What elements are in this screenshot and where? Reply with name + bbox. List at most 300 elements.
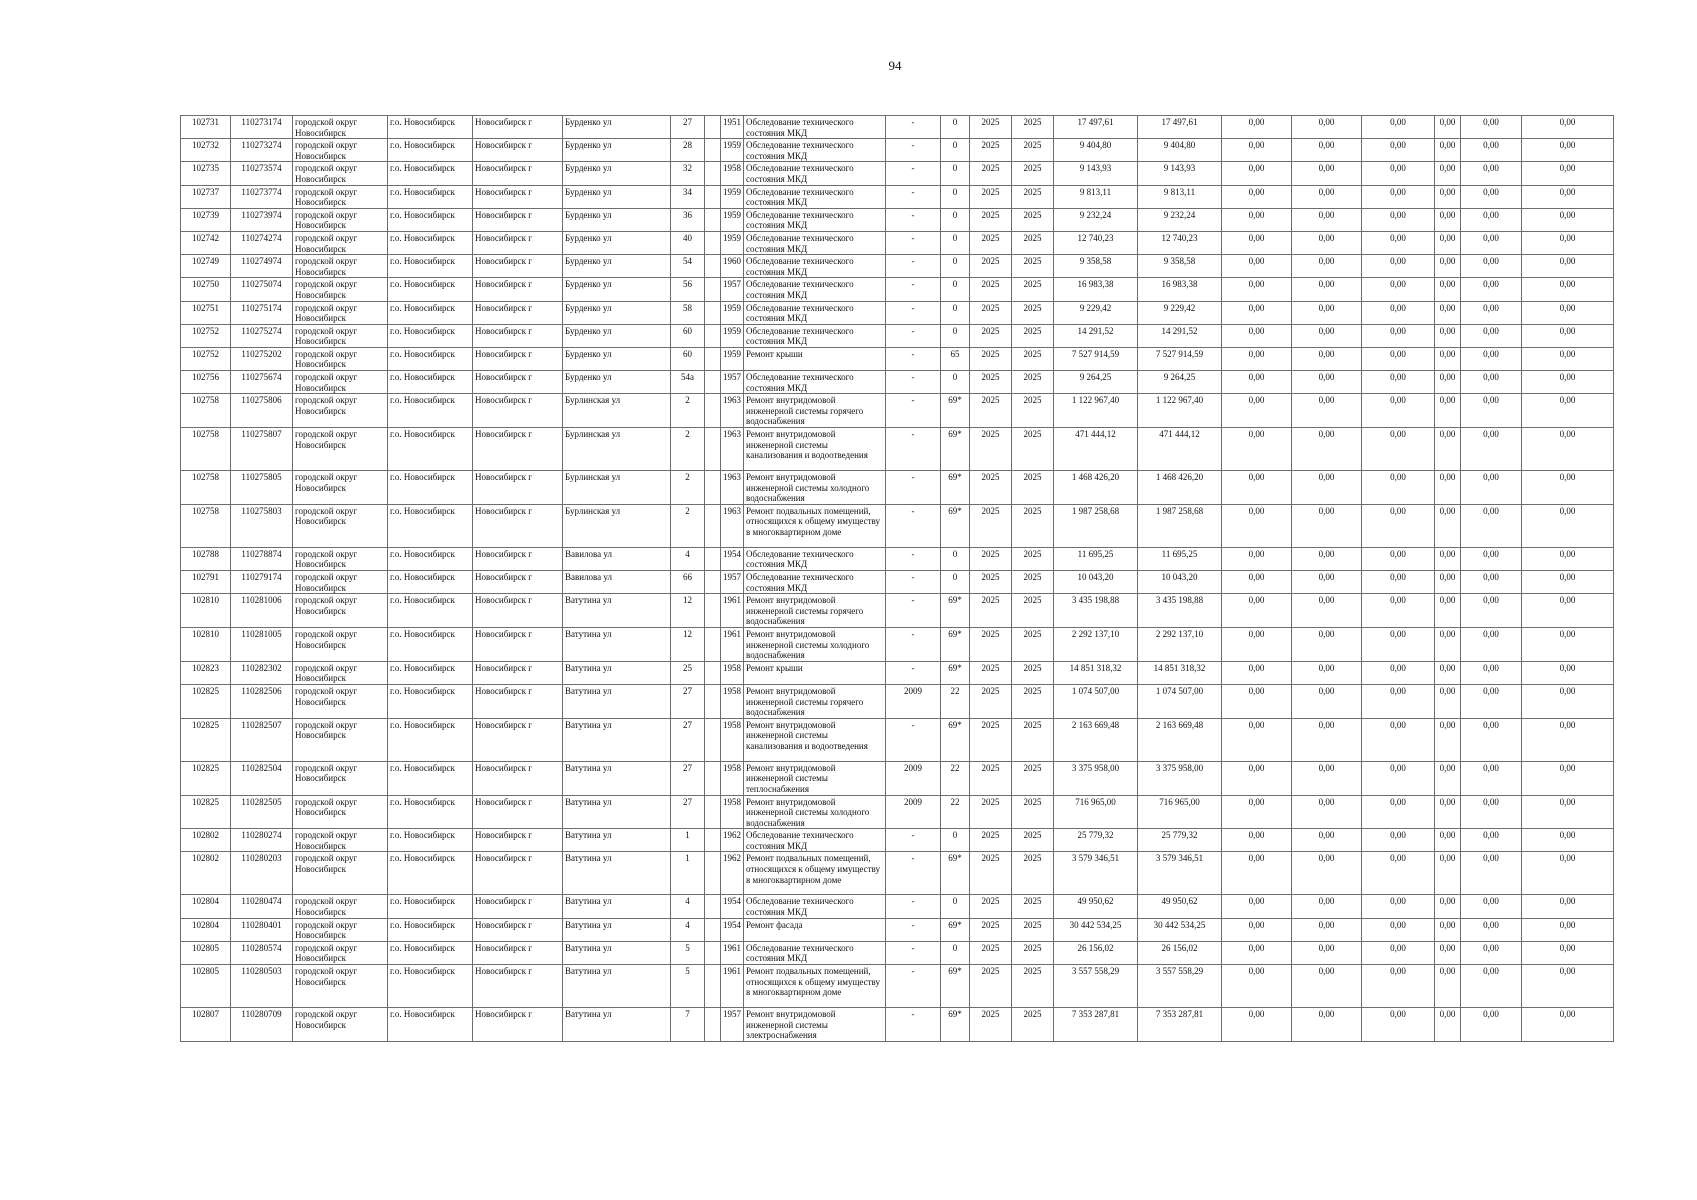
cell-plan-year-start: 2025 <box>970 301 1012 324</box>
cell-building <box>705 301 721 324</box>
cell-last-repair-year: - <box>886 852 941 895</box>
cell-other-funds: 0,00 <box>1461 895 1522 918</box>
cell-municipality: городской округ Новосибирск <box>293 231 388 254</box>
cell-municipal-district: г.о. Новосибирск <box>388 428 473 471</box>
cell-street: Ватутина ул <box>563 594 671 628</box>
cell-extra-funds: 0,00 <box>1522 324 1614 347</box>
cell-year-built: 1958 <box>721 162 744 185</box>
cell-work-type: Ремонт внутридомовой инженерной системы холодного водоснабжения <box>744 471 886 505</box>
cell-plan-year-start: 2025 <box>970 1008 1012 1042</box>
cell-settlement: Новосибирск г <box>473 941 563 964</box>
cell-total-cost: 3 375 958,00 <box>1054 761 1138 795</box>
cell-house-number: 54а <box>671 371 705 394</box>
cell-plan-year-end: 2025 <box>1012 162 1054 185</box>
cell-work-id: 110275805 <box>231 471 293 505</box>
cell-municipality: городской округ Новосибирск <box>293 941 388 964</box>
cell-street: Бурденко ул <box>563 301 671 324</box>
cell-plan-year-end: 2025 <box>1012 941 1054 964</box>
cell-municipal-district: г.о. Новосибирск <box>388 594 473 628</box>
cell-owners-funds: 0,00 <box>1435 965 1461 1008</box>
cell-wear-percent: 69* <box>941 1008 970 1042</box>
cell-extra-funds: 0,00 <box>1522 684 1614 718</box>
cell-extra-funds: 0,00 <box>1522 571 1614 594</box>
cell-building <box>705 795 721 829</box>
cell-other-funds: 0,00 <box>1461 761 1522 795</box>
cell-house-id: 102825 <box>181 761 231 795</box>
table-row <box>181 278 1614 301</box>
cell-year-built: 1957 <box>721 278 744 301</box>
table-row <box>181 208 1614 231</box>
cell-extra-funds: 0,00 <box>1522 795 1614 829</box>
cell-house-number: 66 <box>671 571 705 594</box>
cell-subsidy-federal: 0,00 <box>1222 895 1292 918</box>
cell-house-number: 1 <box>671 829 705 852</box>
cell-work-type: Ремонт крыши <box>744 661 886 684</box>
cell-building <box>705 504 721 547</box>
cell-municipal-district: г.о. Новосибирск <box>388 571 473 594</box>
cell-subsidy-regional: 0,00 <box>1292 761 1362 795</box>
cell-work-id: 110280503 <box>231 965 293 1008</box>
cell-fund-cost: 16 983,38 <box>1138 278 1222 301</box>
cell-municipality: городской округ Новосибирск <box>293 852 388 895</box>
cell-other-funds: 0,00 <box>1461 1008 1522 1042</box>
cell-settlement: Новосибирск г <box>473 162 563 185</box>
cell-municipality: городской округ Новосибирск <box>293 547 388 570</box>
cell-wear-percent: 0 <box>941 324 970 347</box>
cell-last-repair-year: - <box>886 162 941 185</box>
cell-house-number: 27 <box>671 684 705 718</box>
cell-municipal-district: г.о. Новосибирск <box>388 547 473 570</box>
cell-owners-funds: 0,00 <box>1435 208 1461 231</box>
cell-other-funds: 0,00 <box>1461 547 1522 570</box>
cell-owners-funds: 0,00 <box>1435 255 1461 278</box>
cell-house-number: 5 <box>671 965 705 1008</box>
cell-other-funds: 0,00 <box>1461 347 1522 370</box>
cell-last-repair-year: - <box>886 301 941 324</box>
cell-last-repair-year: - <box>886 829 941 852</box>
cell-year-built: 1957 <box>721 1008 744 1042</box>
cell-extra-funds: 0,00 <box>1522 627 1614 661</box>
cell-total-cost: 7 353 287,81 <box>1054 1008 1138 1042</box>
cell-fund-cost: 14 851 318,32 <box>1138 661 1222 684</box>
cell-municipal-district: г.о. Новосибирск <box>388 185 473 208</box>
cell-year-built: 1959 <box>721 301 744 324</box>
cell-house-id: 102805 <box>181 941 231 964</box>
cell-house-id: 102804 <box>181 918 231 941</box>
table-row <box>181 347 1614 370</box>
cell-subsidy-federal: 0,00 <box>1222 428 1292 471</box>
cell-house-number: 60 <box>671 324 705 347</box>
cell-work-type: Ремонт подвальных помещений, относящихся к общему имуществу в многоквартирном доме <box>744 965 886 1008</box>
cell-last-repair-year: - <box>886 941 941 964</box>
cell-street: Ватутина ул <box>563 661 671 684</box>
cell-extra-funds: 0,00 <box>1522 761 1614 795</box>
cell-owners-funds: 0,00 <box>1435 185 1461 208</box>
cell-work-id: 110275202 <box>231 347 293 370</box>
cell-total-cost: 16 983,38 <box>1054 278 1138 301</box>
cell-house-number: 27 <box>671 718 705 761</box>
cell-house-number: 60 <box>671 347 705 370</box>
cell-extra-funds: 0,00 <box>1522 255 1614 278</box>
cell-plan-year-start: 2025 <box>970 965 1012 1008</box>
cell-owners-funds: 0,00 <box>1435 162 1461 185</box>
cell-fund-cost: 9 264,25 <box>1138 371 1222 394</box>
cell-extra-funds: 0,00 <box>1522 547 1614 570</box>
cell-municipal-district: г.о. Новосибирск <box>388 661 473 684</box>
cell-subsidy-local: 0,00 <box>1362 627 1435 661</box>
cell-subsidy-regional: 0,00 <box>1292 324 1362 347</box>
cell-street: Ватутина ул <box>563 684 671 718</box>
cell-other-funds: 0,00 <box>1461 661 1522 684</box>
cell-plan-year-start: 2025 <box>970 829 1012 852</box>
cell-wear-percent: 0 <box>941 278 970 301</box>
cell-street: Бурденко ул <box>563 371 671 394</box>
cell-building <box>705 718 721 761</box>
cell-fund-cost: 3 375 958,00 <box>1138 761 1222 795</box>
cell-extra-funds: 0,00 <box>1522 116 1614 139</box>
cell-year-built: 1958 <box>721 684 744 718</box>
cell-total-cost: 3 435 198,88 <box>1054 594 1138 628</box>
cell-wear-percent: 69* <box>941 471 970 505</box>
cell-extra-funds: 0,00 <box>1522 394 1614 428</box>
cell-subsidy-regional: 0,00 <box>1292 185 1362 208</box>
cell-street: Ватутина ул <box>563 761 671 795</box>
table-row <box>181 852 1614 895</box>
cell-house-id: 102758 <box>181 471 231 505</box>
cell-extra-funds: 0,00 <box>1522 895 1614 918</box>
cell-building <box>705 761 721 795</box>
cell-other-funds: 0,00 <box>1461 162 1522 185</box>
cell-work-id: 110280203 <box>231 852 293 895</box>
cell-building <box>705 371 721 394</box>
cell-house-id: 102807 <box>181 1008 231 1042</box>
cell-total-cost: 9 404,80 <box>1054 139 1138 162</box>
cell-municipality: городской округ Новосибирск <box>293 139 388 162</box>
cell-owners-funds: 0,00 <box>1435 571 1461 594</box>
cell-plan-year-end: 2025 <box>1012 255 1054 278</box>
cell-fund-cost: 12 740,23 <box>1138 231 1222 254</box>
cell-subsidy-federal: 0,00 <box>1222 324 1292 347</box>
cell-house-number: 56 <box>671 278 705 301</box>
cell-subsidy-regional: 0,00 <box>1292 829 1362 852</box>
cell-subsidy-regional: 0,00 <box>1292 471 1362 505</box>
cell-subsidy-local: 0,00 <box>1362 1008 1435 1042</box>
cell-other-funds: 0,00 <box>1461 371 1522 394</box>
cell-work-id: 110275803 <box>231 504 293 547</box>
cell-municipality: городской округ Новосибирск <box>293 255 388 278</box>
cell-last-repair-year: - <box>886 1008 941 1042</box>
cell-extra-funds: 0,00 <box>1522 471 1614 505</box>
cell-municipal-district: г.о. Новосибирск <box>388 139 473 162</box>
cell-plan-year-end: 2025 <box>1012 185 1054 208</box>
cell-wear-percent: 69* <box>941 965 970 1008</box>
cell-subsidy-federal: 0,00 <box>1222 594 1292 628</box>
cell-subsidy-federal: 0,00 <box>1222 278 1292 301</box>
cell-other-funds: 0,00 <box>1461 428 1522 471</box>
cell-house-id: 102804 <box>181 895 231 918</box>
cell-settlement: Новосибирск г <box>473 661 563 684</box>
cell-total-cost: 2 163 669,48 <box>1054 718 1138 761</box>
cell-work-type: Обследование технического состояния МКД <box>744 185 886 208</box>
cell-building <box>705 324 721 347</box>
cell-municipal-district: г.о. Новосибирск <box>388 324 473 347</box>
cell-building <box>705 116 721 139</box>
cell-other-funds: 0,00 <box>1461 829 1522 852</box>
cell-work-type: Ремонт крыши <box>744 347 886 370</box>
cell-owners-funds: 0,00 <box>1435 231 1461 254</box>
cell-work-type: Ремонт фасада <box>744 918 886 941</box>
cell-year-built: 1960 <box>721 255 744 278</box>
cell-wear-percent: 69* <box>941 852 970 895</box>
cell-plan-year-end: 2025 <box>1012 965 1054 1008</box>
cell-year-built: 1958 <box>721 795 744 829</box>
cell-work-id: 110273974 <box>231 208 293 231</box>
cell-other-funds: 0,00 <box>1461 852 1522 895</box>
cell-building <box>705 185 721 208</box>
cell-subsidy-local: 0,00 <box>1362 852 1435 895</box>
table-row <box>181 661 1614 684</box>
cell-subsidy-federal: 0,00 <box>1222 301 1292 324</box>
cell-municipality: городской округ Новосибирск <box>293 571 388 594</box>
cell-plan-year-start: 2025 <box>970 852 1012 895</box>
cell-house-number: 34 <box>671 185 705 208</box>
cell-subsidy-federal: 0,00 <box>1222 185 1292 208</box>
cell-subsidy-federal: 0,00 <box>1222 918 1292 941</box>
cell-settlement: Новосибирск г <box>473 324 563 347</box>
cell-total-cost: 9 232,24 <box>1054 208 1138 231</box>
cell-work-id: 110280574 <box>231 941 293 964</box>
cell-owners-funds: 0,00 <box>1435 471 1461 505</box>
cell-plan-year-start: 2025 <box>970 661 1012 684</box>
cell-work-id: 110275174 <box>231 301 293 324</box>
cell-subsidy-local: 0,00 <box>1362 718 1435 761</box>
cell-municipal-district: г.о. Новосибирск <box>388 301 473 324</box>
cell-house-id: 102752 <box>181 324 231 347</box>
cell-subsidy-regional: 0,00 <box>1292 116 1362 139</box>
cell-plan-year-end: 2025 <box>1012 278 1054 301</box>
cell-work-type: Обследование технического состояния МКД <box>744 941 886 964</box>
cell-subsidy-federal: 0,00 <box>1222 965 1292 1008</box>
cell-total-cost: 30 442 534,25 <box>1054 918 1138 941</box>
cell-settlement: Новосибирск г <box>473 594 563 628</box>
cell-year-built: 1957 <box>721 371 744 394</box>
cell-plan-year-end: 2025 <box>1012 324 1054 347</box>
cell-house-number: 5 <box>671 941 705 964</box>
cell-municipality: городской округ Новосибирск <box>293 116 388 139</box>
table-row <box>181 829 1614 852</box>
cell-subsidy-regional: 0,00 <box>1292 941 1362 964</box>
cell-municipal-district: г.о. Новосибирск <box>388 852 473 895</box>
cell-subsidy-local: 0,00 <box>1362 394 1435 428</box>
cell-work-type: Обследование технического состояния МКД <box>744 116 886 139</box>
cell-total-cost: 17 497,61 <box>1054 116 1138 139</box>
cell-settlement: Новосибирск г <box>473 852 563 895</box>
table-row <box>181 231 1614 254</box>
cell-building <box>705 278 721 301</box>
cell-subsidy-federal: 0,00 <box>1222 208 1292 231</box>
cell-house-id: 102732 <box>181 139 231 162</box>
cell-settlement: Новосибирск г <box>473 185 563 208</box>
cell-settlement: Новосибирск г <box>473 761 563 795</box>
cell-work-id: 110280709 <box>231 1008 293 1042</box>
cell-total-cost: 3 557 558,29 <box>1054 965 1138 1008</box>
cell-plan-year-end: 2025 <box>1012 594 1054 628</box>
cell-owners-funds: 0,00 <box>1435 661 1461 684</box>
cell-subsidy-regional: 0,00 <box>1292 547 1362 570</box>
cell-last-repair-year: 2009 <box>886 684 941 718</box>
cell-total-cost: 471 444,12 <box>1054 428 1138 471</box>
cell-work-id: 110275274 <box>231 324 293 347</box>
cell-plan-year-start: 2025 <box>970 371 1012 394</box>
cell-subsidy-local: 0,00 <box>1362 428 1435 471</box>
cell-work-id: 110282505 <box>231 795 293 829</box>
cell-wear-percent: 0 <box>941 255 970 278</box>
cell-subsidy-federal: 0,00 <box>1222 255 1292 278</box>
cell-work-id: 110275806 <box>231 394 293 428</box>
cell-house-id: 102739 <box>181 208 231 231</box>
table-row <box>181 1008 1614 1042</box>
cell-plan-year-start: 2025 <box>970 895 1012 918</box>
cell-extra-funds: 0,00 <box>1522 371 1614 394</box>
cell-street: Бурденко ул <box>563 139 671 162</box>
cell-municipal-district: г.о. Новосибирск <box>388 504 473 547</box>
cell-municipality: городской округ Новосибирск <box>293 394 388 428</box>
table-row <box>181 394 1614 428</box>
cell-house-id: 102756 <box>181 371 231 394</box>
cell-house-number: 27 <box>671 761 705 795</box>
cell-municipality: городской округ Новосибирск <box>293 1008 388 1042</box>
cell-year-built: 1958 <box>721 661 744 684</box>
cell-subsidy-federal: 0,00 <box>1222 852 1292 895</box>
cell-building <box>705 594 721 628</box>
cell-last-repair-year: - <box>886 255 941 278</box>
cell-building <box>705 231 721 254</box>
cell-building <box>705 1008 721 1042</box>
cell-fund-cost: 14 291,52 <box>1138 324 1222 347</box>
cell-year-built: 1959 <box>721 139 744 162</box>
cell-street: Бурлинская ул <box>563 471 671 505</box>
cell-house-id: 102825 <box>181 684 231 718</box>
cell-house-number: 1 <box>671 852 705 895</box>
cell-last-repair-year: - <box>886 371 941 394</box>
cell-plan-year-start: 2025 <box>970 428 1012 471</box>
cell-municipal-district: г.о. Новосибирск <box>388 116 473 139</box>
cell-extra-funds: 0,00 <box>1522 208 1614 231</box>
cell-street: Ватутина ул <box>563 918 671 941</box>
cell-subsidy-local: 0,00 <box>1362 795 1435 829</box>
cell-house-number: 58 <box>671 301 705 324</box>
cell-plan-year-start: 2025 <box>970 594 1012 628</box>
cell-house-number: 2 <box>671 394 705 428</box>
cell-settlement: Новосибирск г <box>473 627 563 661</box>
cell-owners-funds: 0,00 <box>1435 428 1461 471</box>
cell-subsidy-regional: 0,00 <box>1292 965 1362 1008</box>
cell-subsidy-local: 0,00 <box>1362 571 1435 594</box>
cell-municipal-district: г.о. Новосибирск <box>388 394 473 428</box>
cell-subsidy-regional: 0,00 <box>1292 255 1362 278</box>
cell-house-id: 102735 <box>181 162 231 185</box>
cell-work-type: Ремонт внутридомовой инженерной системы холодного водоснабжения <box>744 627 886 661</box>
cell-subsidy-local: 0,00 <box>1362 231 1435 254</box>
cell-subsidy-local: 0,00 <box>1362 684 1435 718</box>
cell-municipal-district: г.о. Новосибирск <box>388 208 473 231</box>
cell-fund-cost: 3 557 558,29 <box>1138 965 1222 1008</box>
cell-wear-percent: 0 <box>941 301 970 324</box>
cell-year-built: 1957 <box>721 571 744 594</box>
cell-house-number: 2 <box>671 504 705 547</box>
cell-work-type: Обследование технического состояния МКД <box>744 278 886 301</box>
cell-total-cost: 49 950,62 <box>1054 895 1138 918</box>
cell-subsidy-local: 0,00 <box>1362 547 1435 570</box>
cell-settlement: Новосибирск г <box>473 795 563 829</box>
cell-year-built: 1962 <box>721 852 744 895</box>
cell-fund-cost: 3 579 346,51 <box>1138 852 1222 895</box>
cell-subsidy-regional: 0,00 <box>1292 661 1362 684</box>
table-row <box>181 684 1614 718</box>
cell-last-repair-year: - <box>886 547 941 570</box>
cell-subsidy-local: 0,00 <box>1362 661 1435 684</box>
cell-subsidy-local: 0,00 <box>1362 208 1435 231</box>
cell-subsidy-federal: 0,00 <box>1222 661 1292 684</box>
cell-year-built: 1962 <box>721 829 744 852</box>
cell-municipal-district: г.о. Новосибирск <box>388 918 473 941</box>
cell-last-repair-year: - <box>886 918 941 941</box>
cell-subsidy-regional: 0,00 <box>1292 918 1362 941</box>
cell-subsidy-local: 0,00 <box>1362 761 1435 795</box>
cell-other-funds: 0,00 <box>1461 965 1522 1008</box>
cell-municipal-district: г.о. Новосибирск <box>388 795 473 829</box>
cell-house-number: 25 <box>671 661 705 684</box>
cell-subsidy-regional: 0,00 <box>1292 852 1362 895</box>
cell-wear-percent: 69* <box>941 594 970 628</box>
cell-house-id: 102810 <box>181 594 231 628</box>
cell-fund-cost: 9 229,42 <box>1138 301 1222 324</box>
cell-work-id: 110274274 <box>231 231 293 254</box>
cell-subsidy-regional: 0,00 <box>1292 627 1362 661</box>
cell-municipality: городской округ Новосибирск <box>293 895 388 918</box>
cell-house-number: 27 <box>671 116 705 139</box>
cell-fund-cost: 7 353 287,81 <box>1138 1008 1222 1042</box>
cell-municipality: городской округ Новосибирск <box>293 829 388 852</box>
cell-owners-funds: 0,00 <box>1435 684 1461 718</box>
cell-plan-year-end: 2025 <box>1012 1008 1054 1042</box>
cell-last-repair-year: - <box>886 394 941 428</box>
cell-work-type: Ремонт внутридомовой инженерной системы канализования и водоотведения <box>744 718 886 761</box>
cell-wear-percent: 69* <box>941 918 970 941</box>
cell-last-repair-year: - <box>886 278 941 301</box>
cell-last-repair-year: - <box>886 139 941 162</box>
cell-total-cost: 7 527 914,59 <box>1054 347 1138 370</box>
cell-municipality: городской округ Новосибирск <box>293 684 388 718</box>
table-row <box>181 718 1614 761</box>
cell-year-built: 1959 <box>721 347 744 370</box>
cell-last-repair-year: - <box>886 661 941 684</box>
cell-house-number: 40 <box>671 231 705 254</box>
cell-wear-percent: 69* <box>941 661 970 684</box>
cell-municipal-district: г.о. Новосибирск <box>388 471 473 505</box>
cell-street: Ватутина ул <box>563 795 671 829</box>
cell-building <box>705 208 721 231</box>
cell-subsidy-federal: 0,00 <box>1222 684 1292 718</box>
cell-subsidy-local: 0,00 <box>1362 301 1435 324</box>
cell-street: Бурденко ул <box>563 347 671 370</box>
cell-plan-year-end: 2025 <box>1012 718 1054 761</box>
cell-plan-year-start: 2025 <box>970 627 1012 661</box>
cell-last-repair-year: - <box>886 895 941 918</box>
cell-house-number: 32 <box>671 162 705 185</box>
cell-building <box>705 829 721 852</box>
cell-plan-year-start: 2025 <box>970 208 1012 231</box>
